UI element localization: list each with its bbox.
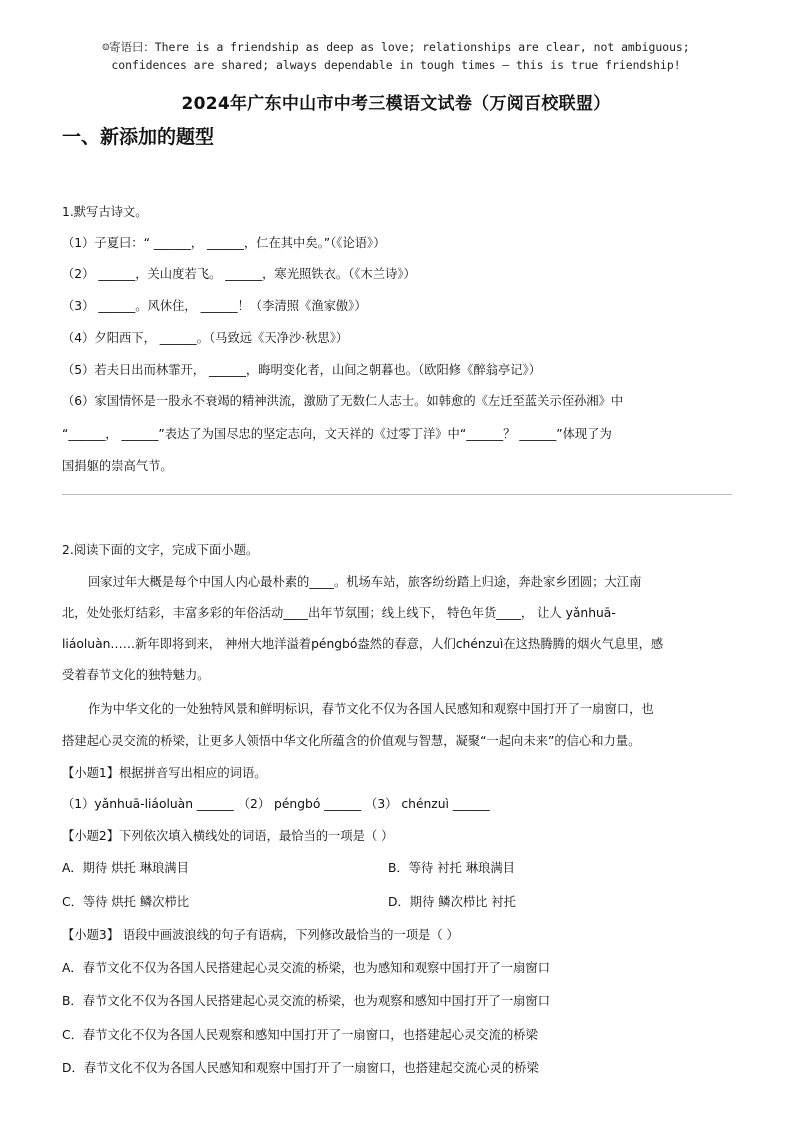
- q1-item-5: （5）若夫日出而林霏开， ______，晦明变化者，山间之朝暮也。（欧阳修《醉翁亭记》）: [62, 363, 542, 377]
- q2-sub3-option-d: D．春节文化不仅为各国人民感知和观察中国打开了一扇窗口，也搭建起交流心灵的桥梁: [62, 1061, 539, 1075]
- q1-item-6-cont: “______， ______”表达了为国尽忠的坚定志向，文天祥的《过零丁洋》中“______？ ______”体现了为: [62, 427, 612, 441]
- question-divider: [62, 494, 732, 495]
- q2-sub1-title: 【小题1】根据拼音写出相应的词语。: [62, 766, 267, 780]
- q1-stem: 1.默写古诗文。: [62, 205, 148, 219]
- page-title: 2024年广东中山市中考三模语文试卷（万阅百校联盟）: [181, 94, 611, 114]
- q1-item-6: （6）家国情怀是一股永不衰竭的精神洪流，激励了无数仁人志士。如韩愈的《左迁至蓝关示侄孙湘》中: [62, 394, 624, 408]
- section-heading: 一、新添加的题型: [62, 126, 215, 148]
- q1-item-1: （1）子夏曰：“ ______， ______，仁在其中矣。”（《论语》）: [62, 236, 386, 250]
- q2-passage-line-4: 受着春节文化的独特魅力。: [62, 668, 210, 682]
- q2-sub3-option-a: A．春节文化不仅为各国人民搭建起心灵交流的桥梁，也为感知和观察中国打开了一扇窗口: [62, 961, 550, 975]
- q2-passage-line-1: 回家过年大概是每个中国人内心最朴素的____。机场车站，旅客纷纷踏上归途，奔赴家乡团圆；大江南: [88, 575, 642, 589]
- q1-item-3: （3） ______。风休住， ______！（李清照《渔家傲》）: [62, 299, 367, 313]
- q2-sub1-content: （1）yǎnhuā-liáoluàn ______ （2） péngbó ______ （3） chénzuì ______: [62, 797, 490, 811]
- q2-sub2-title: 【小题2】下列依次填入横线处的词语，最恰当的一项是（ ）: [62, 829, 394, 843]
- q2-sub3-option-c: C．春节文化不仅为各国人民观察和感知中国打开了一扇窗口，也搭建起心灵交流的桥梁: [62, 1028, 538, 1042]
- motto-block: [40, 38, 752, 74]
- q2-passage-line-3: liáoluàn……新年即将到来， 神州大地洋溢着péngbó盎然的春意，人们chénzuì在这热腾腾的烟火气息里，感: [62, 637, 664, 651]
- q2-sub3-title: 【小题3】 语段中画波浪线的句子有语病，下列修改最恰当的一项是（ ）: [62, 928, 459, 942]
- q2-sub3-option-b: B．春节文化不仅为各国人民搭建起心灵交流的桥梁，也为观察和感知中国打开了一扇窗口: [62, 994, 551, 1008]
- q1-item-6-end: 国捐躯的崇高气节。: [62, 459, 173, 473]
- q2-passage-line-2: 北，处处张灯结彩，丰富多彩的年俗活动____出年节氛围；线上线下， 特色年货____， 让人 yǎnhuā-: [62, 606, 616, 620]
- q2-passage-line-6: 搭建起心灵交流的桥梁，让更多人领悟中华文化所蕴含的价值观与智慧，凝聚“一起向未来”的信心和力量。: [62, 734, 641, 748]
- motto-line-2: confidences are shared; always dependable in tough times — this is true friendship!: [111, 58, 681, 72]
- q2-passage-line-5: 作为中华文化的一处独特风景和鲜明标识，春节文化不仅为各国人民感知和观察中国打开了一扇窗口，也: [88, 702, 654, 716]
- motto-line-1: ☺寄语曰：There is a friendship as deep as love; relationships are clear, not ambiguous;: [102, 40, 690, 54]
- q1-item-2: （2） ______，关山度若飞。 ______，寒光照铁衣。（《木兰诗》）: [62, 267, 416, 281]
- q2-sub2-option-b: B．等待 衬托 琳琅满目: [388, 861, 515, 875]
- q2-sub2-option-c: C．等待 烘托 鳞次栉比: [62, 895, 190, 909]
- q2-stem: 2.阅读下面的文字，完成下面小题。: [62, 543, 259, 557]
- q1-item-4: （4）夕阳西下， ______。（马致远《天净沙·秋思》）: [62, 331, 349, 345]
- q2-sub2-option-d: D．期待 鳞次栉比 衬托: [388, 895, 516, 909]
- q2-sub2-option-a: A．期待 烘托 琳琅满目: [62, 861, 189, 875]
